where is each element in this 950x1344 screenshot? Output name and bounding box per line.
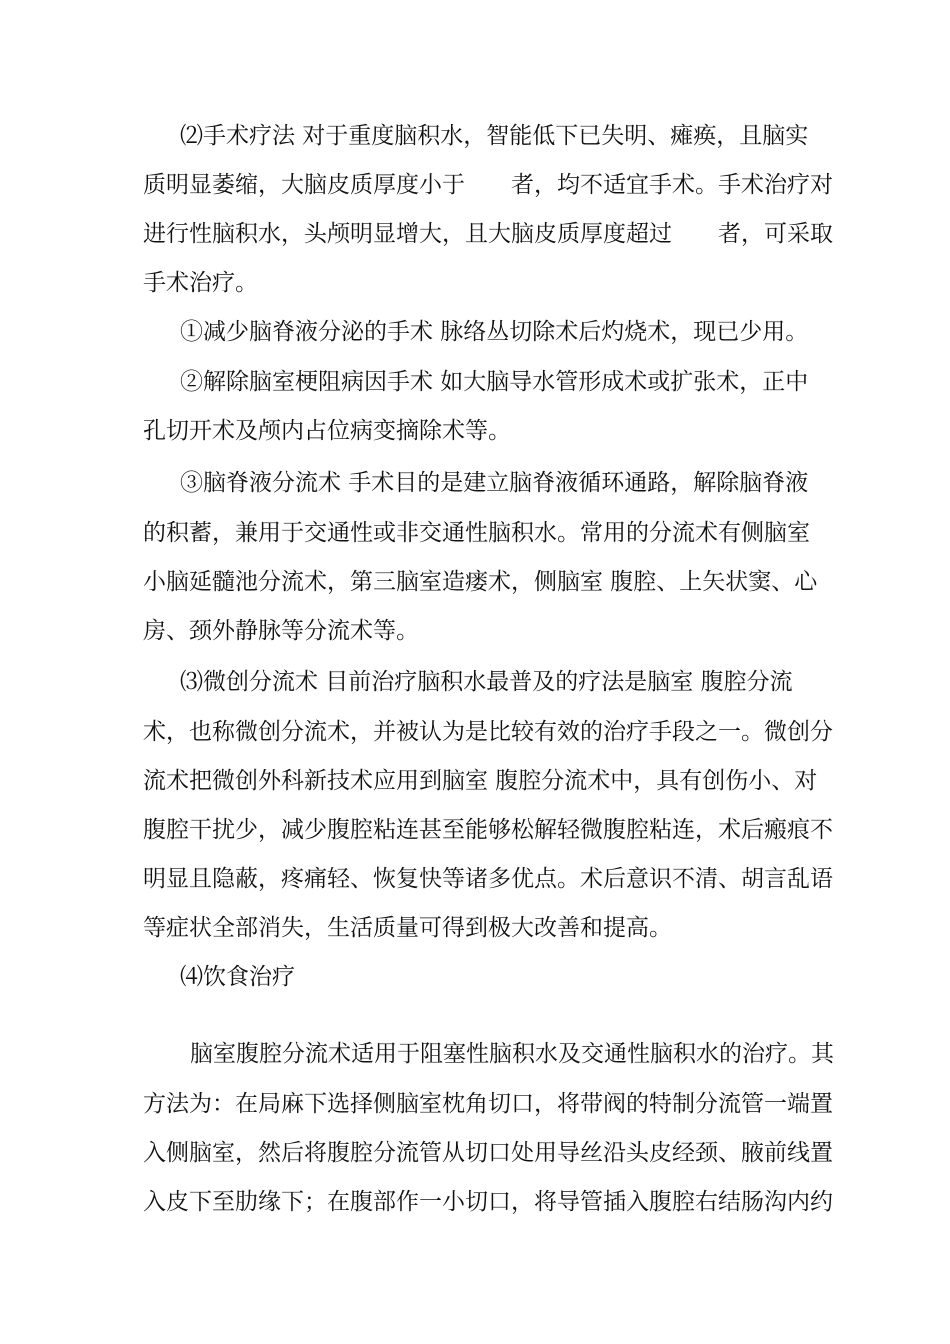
text-line: 明显且隐蔽，疼痛轻、恢复快等诸多优点。术后意识不清、胡言乱语 <box>143 866 833 892</box>
text-line: 等症状全部消失，生活质量可得到极大改善和提高。 <box>143 915 672 941</box>
text-line: 进行性脑积水，头颅明显增大，且大脑皮质厚度超过 者，可采取 <box>143 221 833 247</box>
text-line: ③脑脊液分流术 手术目的是建立脑脊液循环通路，解除脑脊液 <box>180 470 809 496</box>
text-line: ②解除脑室梗阻病因手术 如大脑导水管形成术或扩张术，正中 <box>180 369 809 395</box>
text-line: 手术治疗。 <box>143 270 258 296</box>
text-line: 流术把微创外科新技术应用到脑室 腹腔分流术中，具有创伤小、对 <box>143 768 818 794</box>
text-line: 术，也称微创分流术，并被认为是比较有效的治疗手段之一。微创分 <box>143 719 833 745</box>
text-line: ①减少脑脊液分泌的手术 脉络丛切除术后灼烧术，现已少用。 <box>180 319 809 345</box>
text-line: 入皮下至肋缘下；在腹部作一小切口，将导管插入腹腔右结肠沟内约 <box>143 1189 833 1215</box>
text-line: 腹腔干扰少，减少腹腔粘连甚至能够松解轻微腹腔粘连，术后瘢痕不 <box>143 817 833 843</box>
text-line: 小脑延髓池分流术，第三脑室造瘘术，侧脑室 腹腔、上矢状窦、心 <box>143 569 818 595</box>
text-line: 孔切开术及颅内占位病变摘除术等。 <box>143 418 511 444</box>
text-line: 方法为：在局麻下选择侧脑室枕角切口，将带阀的特制分流管一端置 <box>143 1091 833 1117</box>
text-line: 脑室腹腔分流术适用于阻塞性脑积水及交通性脑积水的治疗。其 <box>190 1041 834 1067</box>
text-line: ⑵手术疗法 对于重度脑积水，智能低下已失明、瘫痪，且脑实 <box>180 123 809 149</box>
text-line: 入侧脑室，然后将腹腔分流管从切口处用导丝沿头皮经颈、腋前线置 <box>143 1140 833 1166</box>
text-line: 房、颈外静脉等分流术等。 <box>143 618 419 644</box>
text-line: 质明显萎缩，大脑皮质厚度小于 者，均不适宜手术。手术治疗对 <box>143 172 833 198</box>
text-line: 的积蓄，兼用于交通性或非交通性脑积水。常用的分流术有侧脑室 <box>143 520 810 546</box>
text-line: ⑶微创分流术 目前治疗脑积水最普及的疗法是脑室 腹腔分流 <box>180 669 793 695</box>
text-line: ⑷饮食治疗 <box>180 964 295 990</box>
